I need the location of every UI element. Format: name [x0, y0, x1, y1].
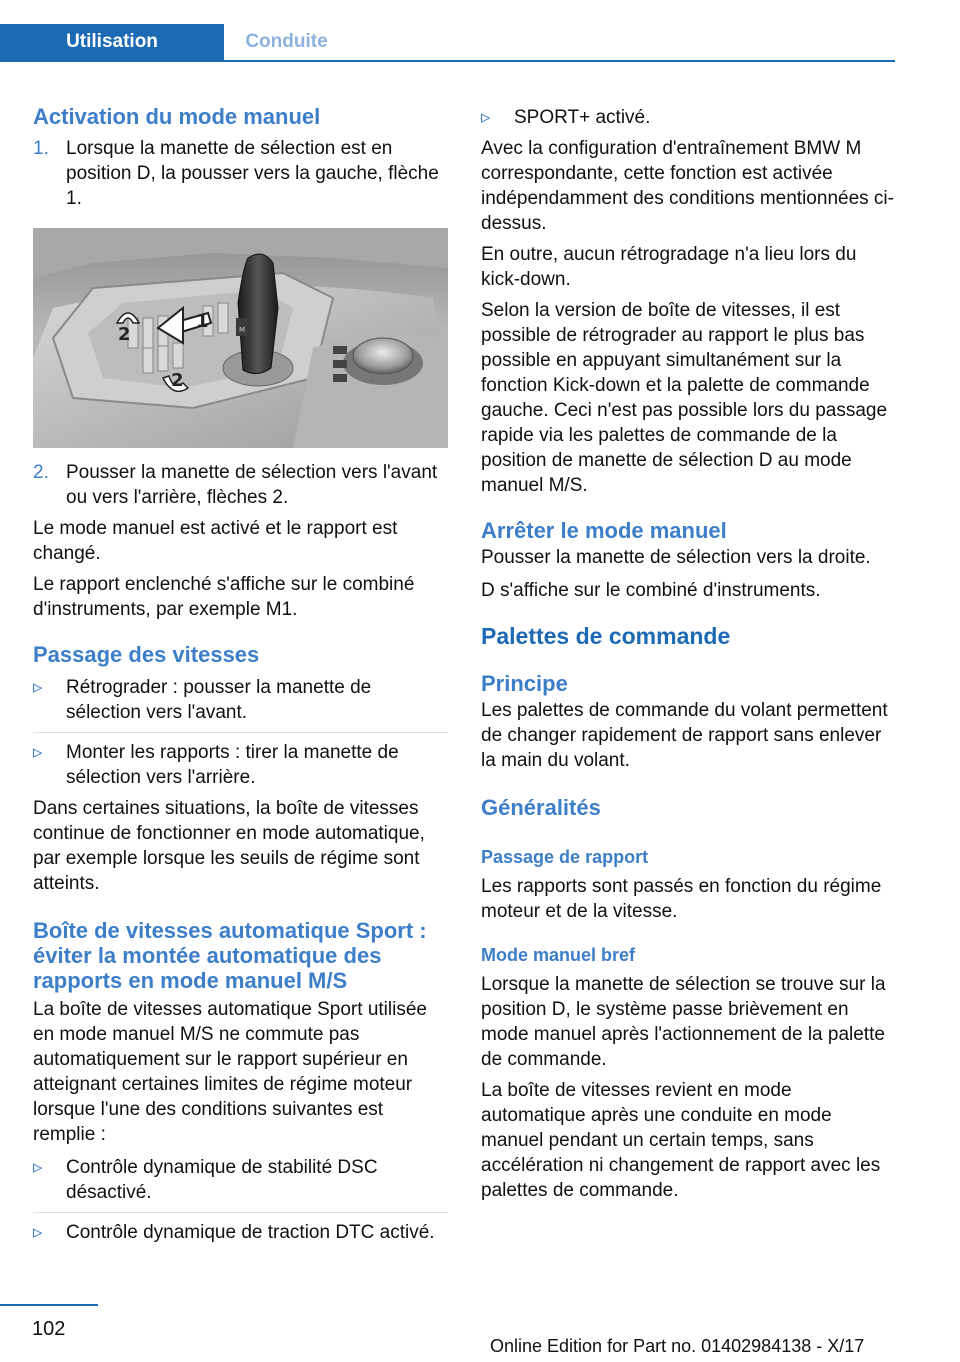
triangle-bullet-icon: ▹ — [33, 677, 43, 698]
triangle-bullet-icon: ▹ — [33, 1157, 43, 1178]
tab-utilisation[interactable]: Utilisation — [0, 24, 224, 60]
triangle-bullet-icon: ▹ — [33, 742, 43, 763]
triangle-bullet-icon: ▹ — [481, 107, 491, 128]
p-bmw: Avec la configuration d'entraînement BMW M correspondante, cette fonction est activée indépendamment des conditions mentionnées ci-dessus. — [481, 138, 894, 234]
bullet-down-text: Rétrograder : pousser la manette de sélection vers l'avant. — [66, 677, 372, 723]
p-bref-1: Lorsque la manette de sélection se trouve sur la position D, le système passe brièvement en mode manuel après l'actionnement de la palette de commande. — [481, 974, 886, 1070]
heading-stop: Arrêter le mode manuel — [481, 518, 727, 543]
heading-sport: Boîte de vitesses automatique Sport : éviter la montée automatique des rapports en mode manuel M/S — [33, 918, 427, 993]
tab-conduite[interactable]: Conduite — [245, 31, 328, 52]
step-2-text: Pousser la manette de sélection vers l'avant ou vers l'arrière, flèches 2. — [66, 462, 438, 508]
heading-palettes: Palettes de commande — [481, 623, 731, 649]
edition-footer: Online Edition for Part no. 01402984138 - X/17 — [490, 1336, 865, 1356]
bullet-dsc-text: Contrôle dynamique de stabilité DSC désactivé. — [66, 1157, 378, 1203]
p-version: Selon la version de boîte de vitesses, il est possible de rétrograder au rapport le plus bas possible en appuyant simultanément sur la fonction Kick-down et la palette de commande gauche. Ceci n'est pas possible lors du passage rapide via les palettes de commande de la position de manette de sélection D au mode manuel M/S. — [481, 300, 888, 496]
step-1 — [33, 136, 448, 211]
p-display: Le rapport enclenché s'affiche sur le combiné d'instruments, par exemple M1. — [33, 574, 415, 620]
bullet-sport-plus — [481, 105, 896, 130]
heading-passage: Passage des vitesses — [33, 642, 260, 667]
p-sport: La boîte de vitesses automatique Sport utilisée en mode manuel M/S ne commute pas automatiquement sur le rapport supérieur en atteignant certaines limites de régime moteur lorsque l'une des conditions suivantes est remplie : — [33, 999, 427, 1145]
bullet-down — [33, 675, 448, 725]
p-passage-rapport: Les rapports sont passés en fonction du régime moteur et de la vitesse. — [481, 876, 882, 922]
footer-line — [0, 1304, 98, 1306]
bullet-dtc-text: Contrôle dynamique de traction DTC activé. — [66, 1222, 435, 1243]
step-1-number: 1. — [33, 138, 49, 159]
p-stop-1: Pousser la manette de sélection vers la droite. — [481, 547, 871, 568]
step-2-number: 2. — [33, 462, 49, 483]
triangle-bullet-icon: ▹ — [33, 1222, 43, 1243]
bullet-sport-plus-text: SPORT+ activé. — [514, 107, 651, 128]
left-column — [33, 100, 448, 1245]
tab-underline — [0, 60, 895, 62]
p-kickdown: En outre, aucun rétrogradage n'a lieu lors du kick-down. — [481, 244, 857, 290]
p-bref-2: La boîte de vitesses revient en mode automatique après une conduite en mode manuel pendant un certain temps, sans accélération ni changement de rapport avec les palettes de commande. — [481, 1080, 881, 1201]
p-stop-2: D s'affiche sur le combiné d'instruments. — [481, 580, 821, 601]
svg-text:M: M — [239, 326, 246, 334]
step-1-text: Lorsque la manette de sélection est en position D, la pousser vers la gauche, flèche 1. — [66, 138, 439, 209]
arrow-2b-label: 2 — [171, 370, 184, 391]
p-active: Le mode manuel est activé et le rapport est changé. — [33, 518, 398, 564]
arrow-2a-label: 2 — [118, 324, 131, 345]
p-situations: Dans certaines situations, la boîte de vitesses continue de fonctionner en mode automatique, par exemple lorsque les seuils de régime sont atteints. — [33, 798, 425, 894]
divider — [33, 732, 448, 733]
bullet-up-text: Monter les rapports : tirer la manette de sélection vers l'arrière. — [66, 742, 399, 788]
step-2 — [33, 460, 448, 510]
heading-general: Généralités — [481, 795, 601, 820]
divider — [33, 1212, 448, 1213]
page-number: 102 — [32, 1318, 66, 1340]
tab-bar — [0, 24, 895, 62]
p-principe: Les palettes de commande du volant permettent de changer rapidement de rapport sans enlever la main du volant. — [481, 700, 888, 771]
heading-bref: Mode manuel bref — [481, 945, 636, 965]
bullet-dsc — [33, 1155, 448, 1205]
bullet-up — [33, 740, 448, 790]
heading-activation: Activation du mode manuel — [33, 104, 321, 129]
gear-selector-figure — [33, 228, 448, 448]
gear-selector-illustration — [33, 228, 448, 448]
arrow-1-label: 1 — [196, 311, 209, 332]
bullet-dtc — [33, 1220, 448, 1245]
right-column — [481, 100, 896, 1203]
heading-principe: Principe — [481, 671, 568, 696]
heading-passage-rapport: Passage de rapport — [481, 847, 649, 867]
